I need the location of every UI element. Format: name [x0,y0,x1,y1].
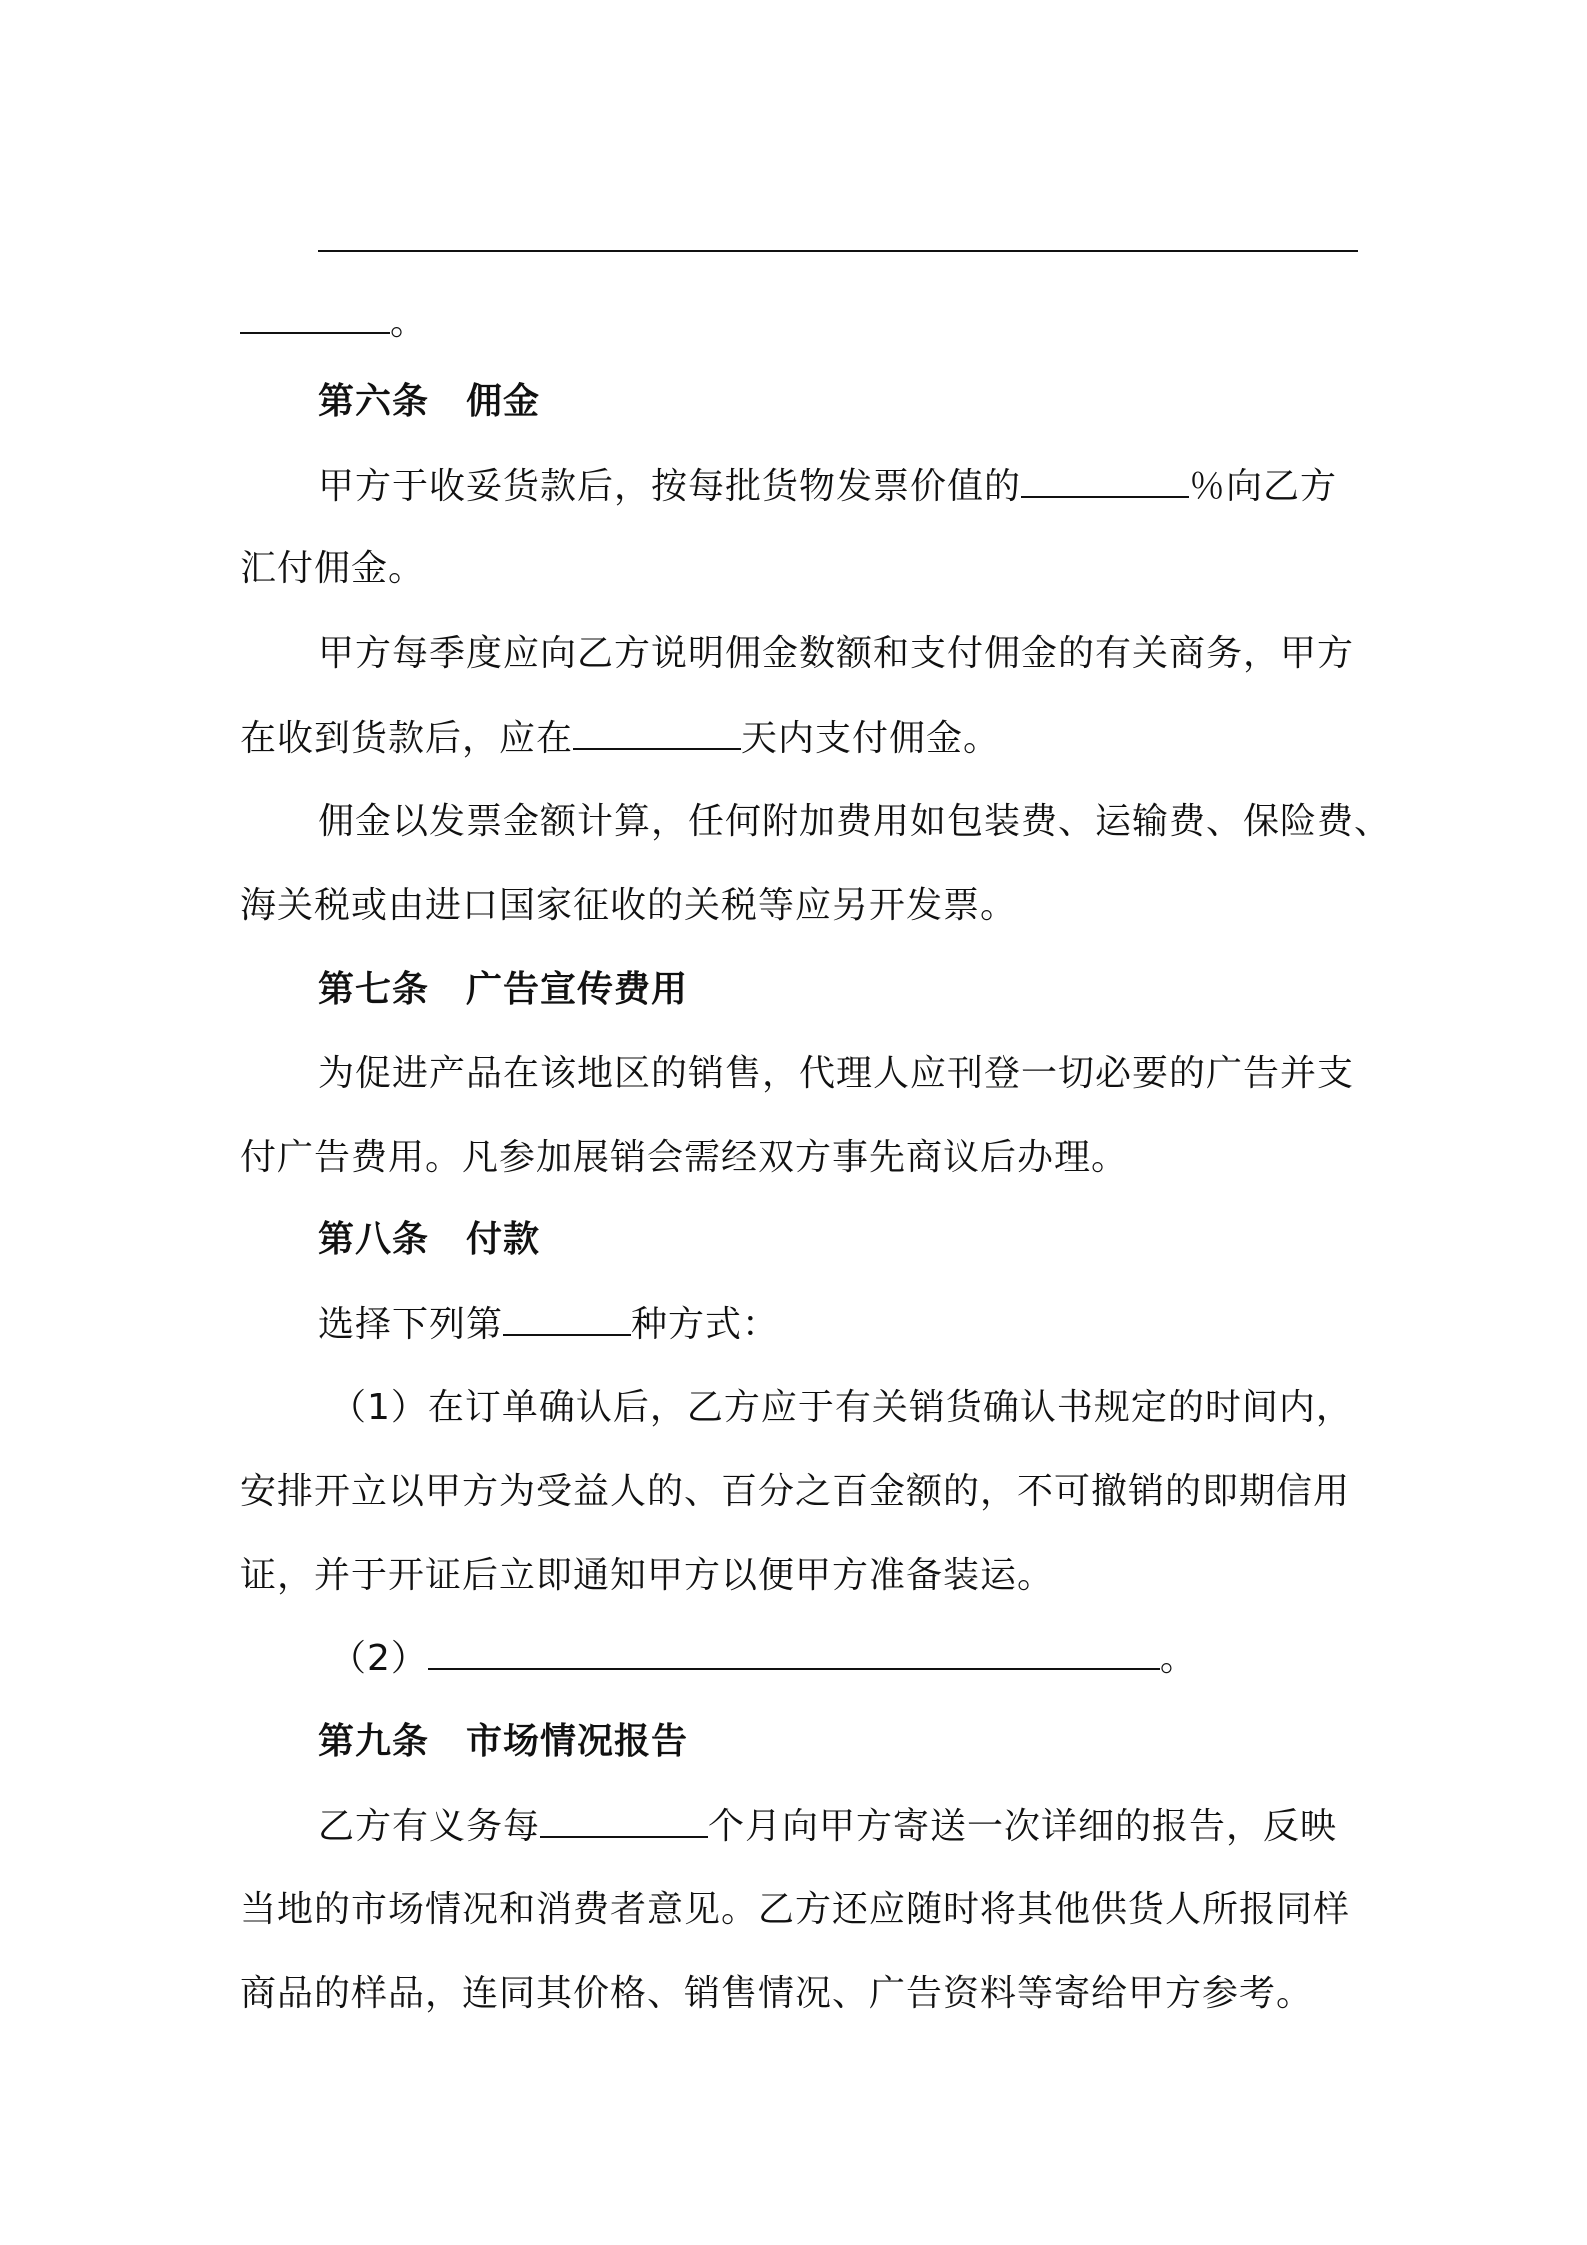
paragraph-line: 商品的样品，连同其价格、销售情况、广告资料等寄给甲方参考。 [240,1973,1314,2014]
article-6-heading: 第六条 佣金 [318,381,541,422]
blank-line [573,714,741,750]
text: 甲方于收妥货款后，按每批货物发票价值的 [318,466,1022,507]
blank-line [240,298,390,334]
paragraph-line: 为促进产品在该地区的销售，代理人应刊登一切必要的广告并支 [318,1053,1355,1094]
text: ％向乙方 [1189,466,1338,507]
text: 。 [1159,1638,1197,1679]
blank-line [503,1300,631,1336]
paragraph-line [240,714,1360,763]
paragraph-line: 海关税或由进口国家征收的关税等应另开发票。 [240,885,1018,926]
paragraph-line: 证，并于开证后立即通知甲方以便甲方准备装运。 [240,1555,1055,1596]
article-8-heading: 第八条 付款 [318,1219,541,1260]
paragraph-line: 汇付佣金。 [240,548,426,589]
paragraph-line: 付广告费用。凡参加展销会需经双方事先商议后办理。 [240,1137,1129,1178]
text: 种方式： [631,1304,780,1345]
blank-line [318,250,1358,252]
paragraph-line: 安排开立以甲方为受益人的、百分之百金额的，不可撤销的即期信用 [240,1471,1351,1512]
text: 选择下列第 [318,1304,504,1345]
text: 天内支付佣金。 [741,718,1001,759]
blank-line [540,1802,708,1838]
paragraph-line: 当地的市场情况和消费者意见。乙方还应随时将其他供货人所报同样 [240,1889,1351,1930]
text: 。 [390,302,428,343]
paragraph-line [318,1802,1438,1851]
blank-line [1021,462,1189,498]
paragraph-line: （1）在订单确认后，乙方应于有关销货确认书规定的时间内， [330,1387,1353,1428]
paragraph-line: 甲方每季度应向乙方说明佣金数额和支付佣金的有关商务，甲方 [318,633,1355,674]
article-7-heading: 第七条 广告宣传费用 [318,969,689,1010]
paragraph-line: 佣金以发票金额计算，任何附加费用如包装费、运输费、保险费、 [318,801,1392,842]
paragraph-line [318,1300,1438,1349]
blank-line [428,1634,1160,1670]
text: （2） [330,1638,428,1679]
text: 个月向甲方寄送一次详细的报告，反映 [708,1806,1338,1847]
article-9-heading: 第九条 市场情况报告 [318,1721,689,1762]
paragraph-line [318,462,1438,511]
paragraph-line [240,298,1360,347]
paragraph-line [330,1634,1450,1683]
text: 乙方有义务每 [318,1806,541,1847]
text: 在收到货款后，应在 [240,718,574,759]
